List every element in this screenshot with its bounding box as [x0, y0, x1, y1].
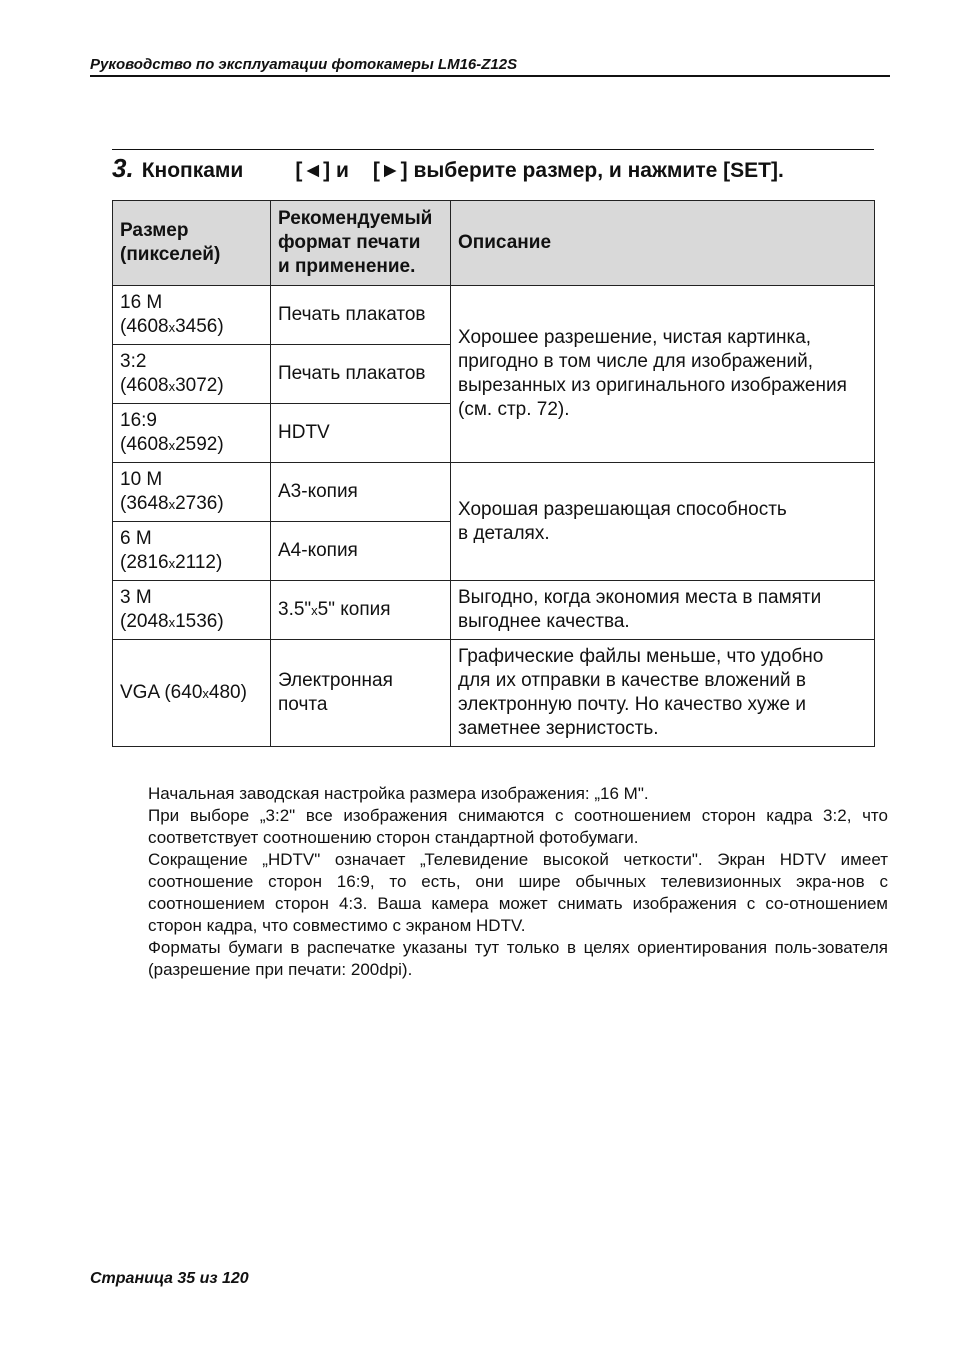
table-row [113, 640, 875, 747]
description-cell: Выгодно, когда экономия места в памяти выгоднее качества. [451, 581, 875, 640]
note-paragraph: Начальная заводская настройка размера изображения: „16 M". [148, 784, 649, 803]
size-cell: 3:2 (4608x3072) [113, 345, 271, 404]
step-text: Кнопками [141, 159, 244, 182]
size-cell: 16 M (4608x3456) [113, 286, 271, 345]
format-cell: Печать плакатов [271, 286, 451, 345]
table-row [113, 581, 875, 640]
description-cell: Хорошее разрешение, чистая картинка, пригодно в том числе для изображений, вырезанных из оригинального изображения (см. стр. 72). [451, 286, 875, 463]
table-header-row [113, 201, 875, 286]
step-instruction [112, 153, 882, 184]
size-cell: 3 M (2048x1536) [113, 581, 271, 640]
description-cell: Графические файлы меньше, что удобно для их отправки в качестве вложений в электронную почту. Но качество хуже и заметнее зернистость. [451, 640, 875, 747]
note-paragraph: Сокращение „HDTV" означает „Телевидение высокой четкости". Экран HDTV имеет соотношение сторон 16:9, то есть, они шире обычных телевизионных экра-нов с соотношением сторон 4:3. Ваша камера может снимать изображения с со-отношением сторон кадра, что совместимо с экраном HDTV. [148, 850, 888, 935]
note-paragraph: При выборе „3:2" все изображения снимаются с соотношением сторон кадра 3:2, что соответствует соотношению сторон стандартной фотобумаги. [148, 806, 888, 847]
format-cell: A3-копия [271, 463, 451, 522]
image-size-table [112, 200, 875, 747]
table-row [113, 463, 875, 522]
size-cell: 6 M (2816x2112) [113, 522, 271, 581]
note-paragraph: Форматы бумаги в распечатке указаны тут только в целях ориентирования поль-зователя (разрешение при печати: 200dpi). [148, 938, 888, 979]
page-header: Руководство по эксплуатации фотокамеры LM16-Z12S [90, 56, 518, 73]
size-cell: 10 M (3648x2736) [113, 463, 271, 522]
header-description: Описание [451, 201, 875, 286]
header-format: Рекомендуемый формат печати и применение. [271, 201, 451, 286]
right-key-label: [►] выберите размер, и нажмите [SET]. [372, 159, 784, 182]
header-size: Размер (пикселей) [113, 201, 271, 286]
header-divider [90, 75, 890, 77]
step-number: 3. [112, 153, 134, 183]
step-divider [112, 149, 874, 150]
size-cell: 16:9 (4608x2592) [113, 404, 271, 463]
format-cell: Печать плакатов [271, 345, 451, 404]
description-cell: Хорошая разрешающая способность в деталях. [451, 463, 875, 581]
page-number: Страница 35 из 120 [90, 1270, 249, 1287]
format-cell: Электронная почта [271, 640, 451, 747]
table-row [113, 286, 875, 345]
format-cell: HDTV [271, 404, 451, 463]
left-key-label: [◄] и [295, 159, 349, 182]
notes-block [148, 783, 888, 981]
format-cell: A4-копия [271, 522, 451, 581]
size-cell: VGA (640x480) [113, 640, 271, 747]
format-cell: 3.5"x5" копия [271, 581, 451, 640]
